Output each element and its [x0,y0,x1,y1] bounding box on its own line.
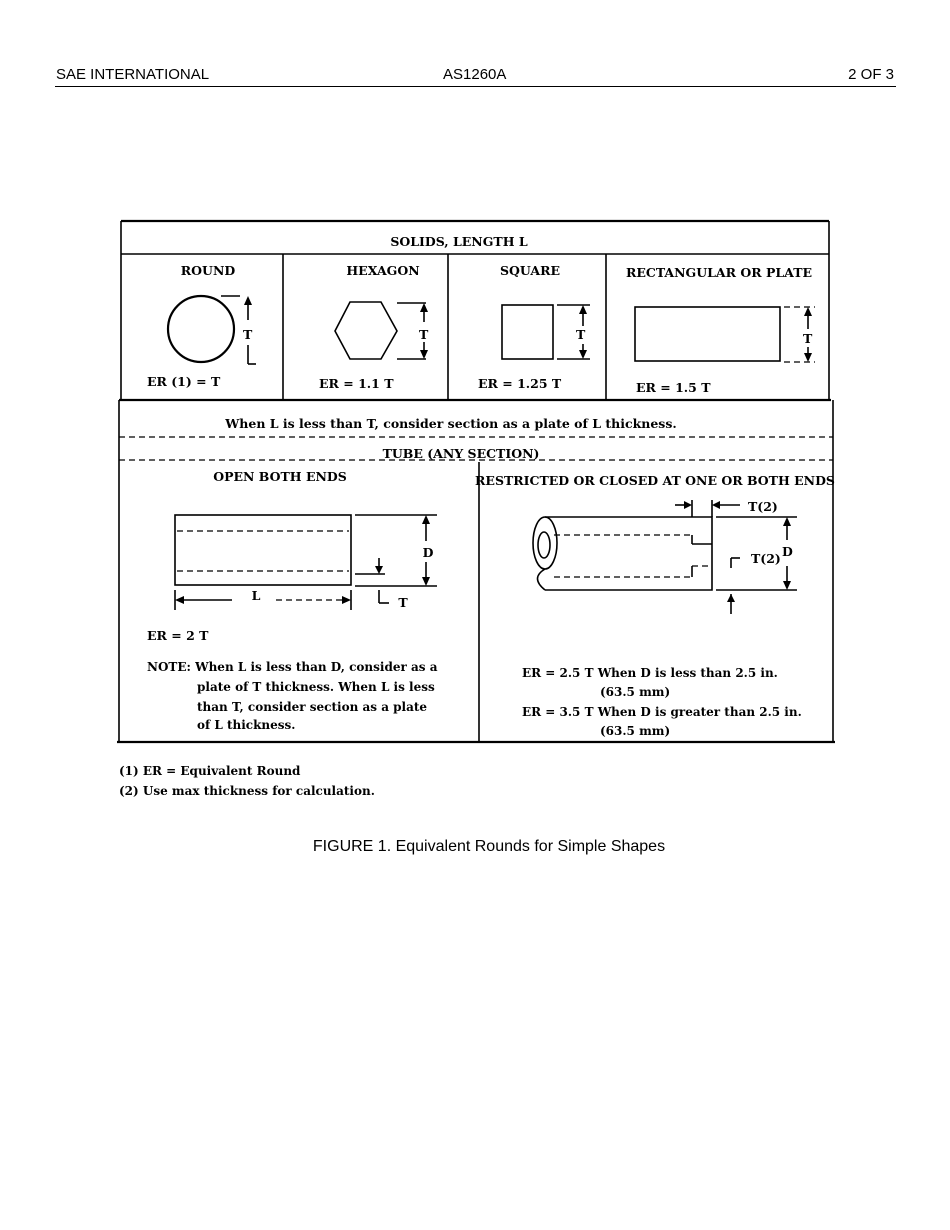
tube-open-note-line-2: plate of T thickness. When L is less [197,680,435,694]
rectangle-dim-label: T [803,331,813,346]
tube-open-note-line-3: than T, consider section as a plate [197,700,428,714]
tube-closed-formula-line-3: ER = 3.5 T When D is greater than 2.5 in. [522,705,802,719]
hexagon-formula: ER = 1.1 T [319,376,394,391]
shape-name-rectangular: RECTANGULAR OR PLATE [625,265,813,280]
header-page-number: 2 OF 3 [848,66,894,83]
tube-closed-dim-t-top: T(2) [748,499,778,514]
tube-open-title: OPEN BOTH ENDS [213,469,347,484]
tube-open-formula: ER = 2 T [147,628,209,643]
tube-closed-formula-line-1: ER = 2.5 T When D is less than 2.5 in. [522,666,778,680]
round-formula: ER (1) = T [147,374,221,389]
shape-name-round: ROUND [180,263,236,278]
header-organization: SAE INTERNATIONAL [56,66,210,83]
tube-closed-title: RESTRICTED OR CLOSED AT ONE OR BOTH ENDS [475,473,835,488]
header-document-number: AS1260A [443,66,507,83]
tube-open-dim-t: T [398,595,408,610]
figure-caption: FIGURE 1. Equivalent Rounds for Simple Shapes [312,838,666,855]
rectangle-shape-drawing [635,307,815,362]
square-dim-label: T [576,327,586,342]
shape-name-square: SQUARE [499,263,561,278]
tube-closed-formula-line-4: (63.5 mm) [600,724,671,738]
round-dim-label: T [243,327,253,342]
tube-title: TUBE (ANY SECTION) [382,446,540,461]
tube-closed-formula-line-2: (63.5 mm) [600,685,671,699]
square-formula: ER = 1.25 T [478,376,562,391]
rectangle-formula: ER = 1.5 T [636,380,711,395]
hexagon-dim-label: T [419,327,429,342]
tube-open-note-line-1: NOTE: When L is less than D, consider as a [147,660,438,674]
footnote-2: (2) Use max thickness for calculation. [119,784,375,798]
hexagon-shape-drawing [335,302,428,359]
tube-closed-dim-d: D [782,544,793,559]
tube-closed-dim-t-mid: T(2) [751,551,781,566]
shape-name-hexagon: HEXAGON [346,263,420,278]
solids-title: SOLIDS, LENGTH L [390,234,528,249]
tube-open-dim-d: D [422,545,434,560]
tube-open-note-line-4: of L thickness. [197,718,296,732]
tube-open-dim-l: L [251,588,261,603]
footnote-1: (1) ER = Equivalent Round [119,764,301,778]
plate-note: When L is less than T, consider section as a plate of L thickness. [225,416,677,431]
